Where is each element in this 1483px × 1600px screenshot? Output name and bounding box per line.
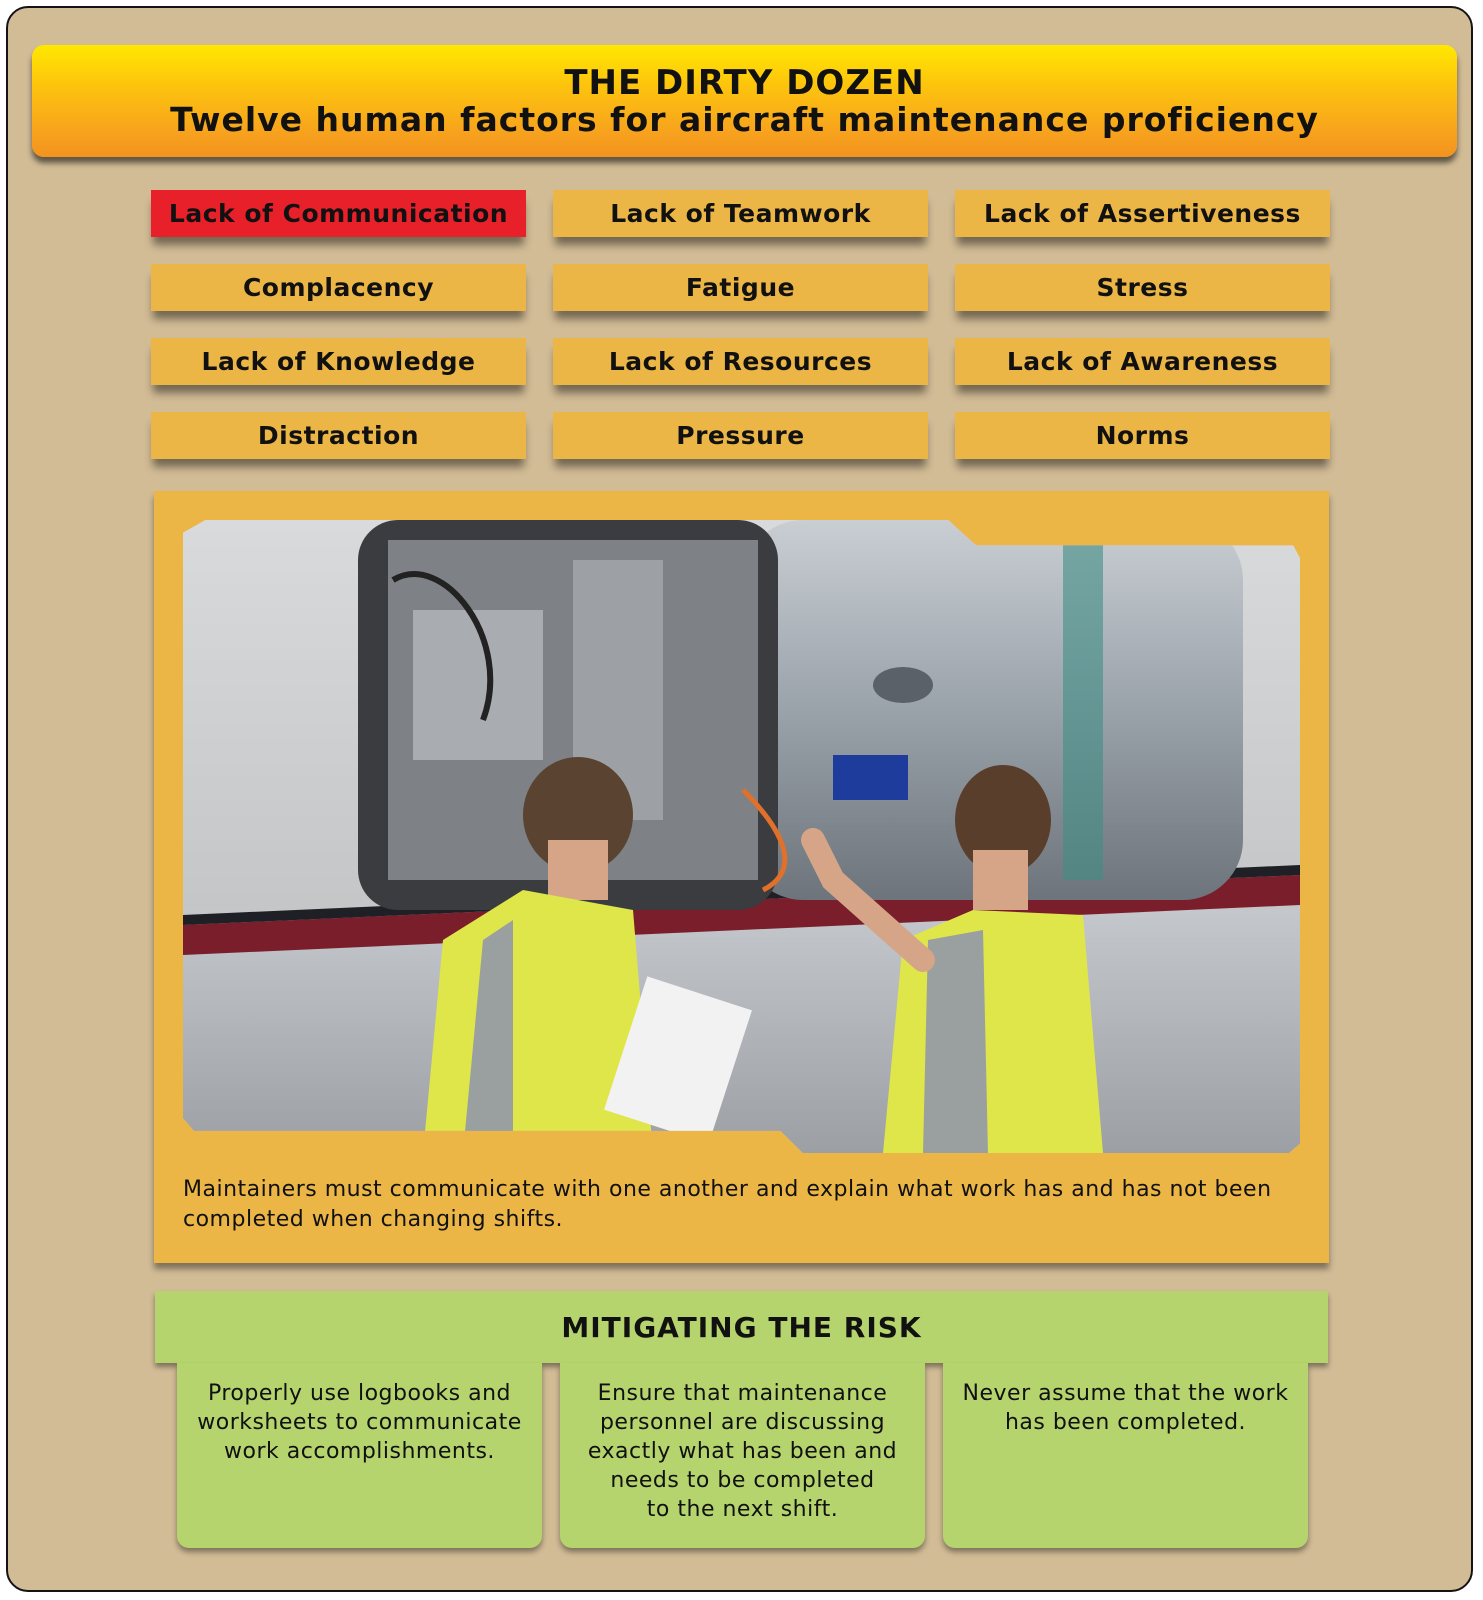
factor-lack-of-awareness[interactable]: Lack of Awareness	[955, 338, 1330, 385]
factor-lack-of-communication[interactable]: Lack of Communication	[151, 190, 526, 237]
factor-pressure[interactable]: Pressure	[553, 412, 928, 459]
title-banner	[32, 45, 1457, 157]
factor-lack-of-teamwork[interactable]: Lack of Teamwork	[553, 190, 928, 237]
mitigation-title: MITIGATING THE RISK	[155, 1291, 1328, 1363]
maintenance-photo	[183, 520, 1300, 1153]
mitigation-item	[177, 1363, 542, 1548]
factor-norms[interactable]: Norms	[955, 412, 1330, 459]
mitigation-item-text: Ensure that maintenance personnel are discussing exactly what has been and needs to be completed to the next shift.	[587, 1381, 898, 1522]
mitigation-item	[560, 1363, 925, 1548]
factor-distraction[interactable]: Distraction	[151, 412, 526, 459]
factor-lack-of-assertiveness[interactable]: Lack of Assertiveness	[955, 190, 1330, 237]
factor-complacency[interactable]: Complacency	[151, 264, 526, 311]
page-subtitle: Twelve human factors for aircraft maintenance proficiency	[170, 100, 1319, 139]
factor-lack-of-knowledge[interactable]: Lack of Knowledge	[151, 338, 526, 385]
page-title: THE DIRTY DOZEN	[564, 63, 925, 103]
mitigation-item	[943, 1363, 1308, 1548]
panel-caption: Maintainers must communicate with one another and explain what work has and has not been completed when changing shifts.	[183, 1177, 1272, 1232]
factor-fatigue[interactable]: Fatigue	[553, 264, 928, 311]
factor-stress[interactable]: Stress	[955, 264, 1330, 311]
mitigation-item-text: Never assume that the work has been completed.	[962, 1381, 1289, 1435]
factor-lack-of-resources[interactable]: Lack of Resources	[553, 338, 928, 385]
mitigation-item-text: Properly use logbooks and worksheets to communicate work accomplishments.	[197, 1381, 522, 1464]
